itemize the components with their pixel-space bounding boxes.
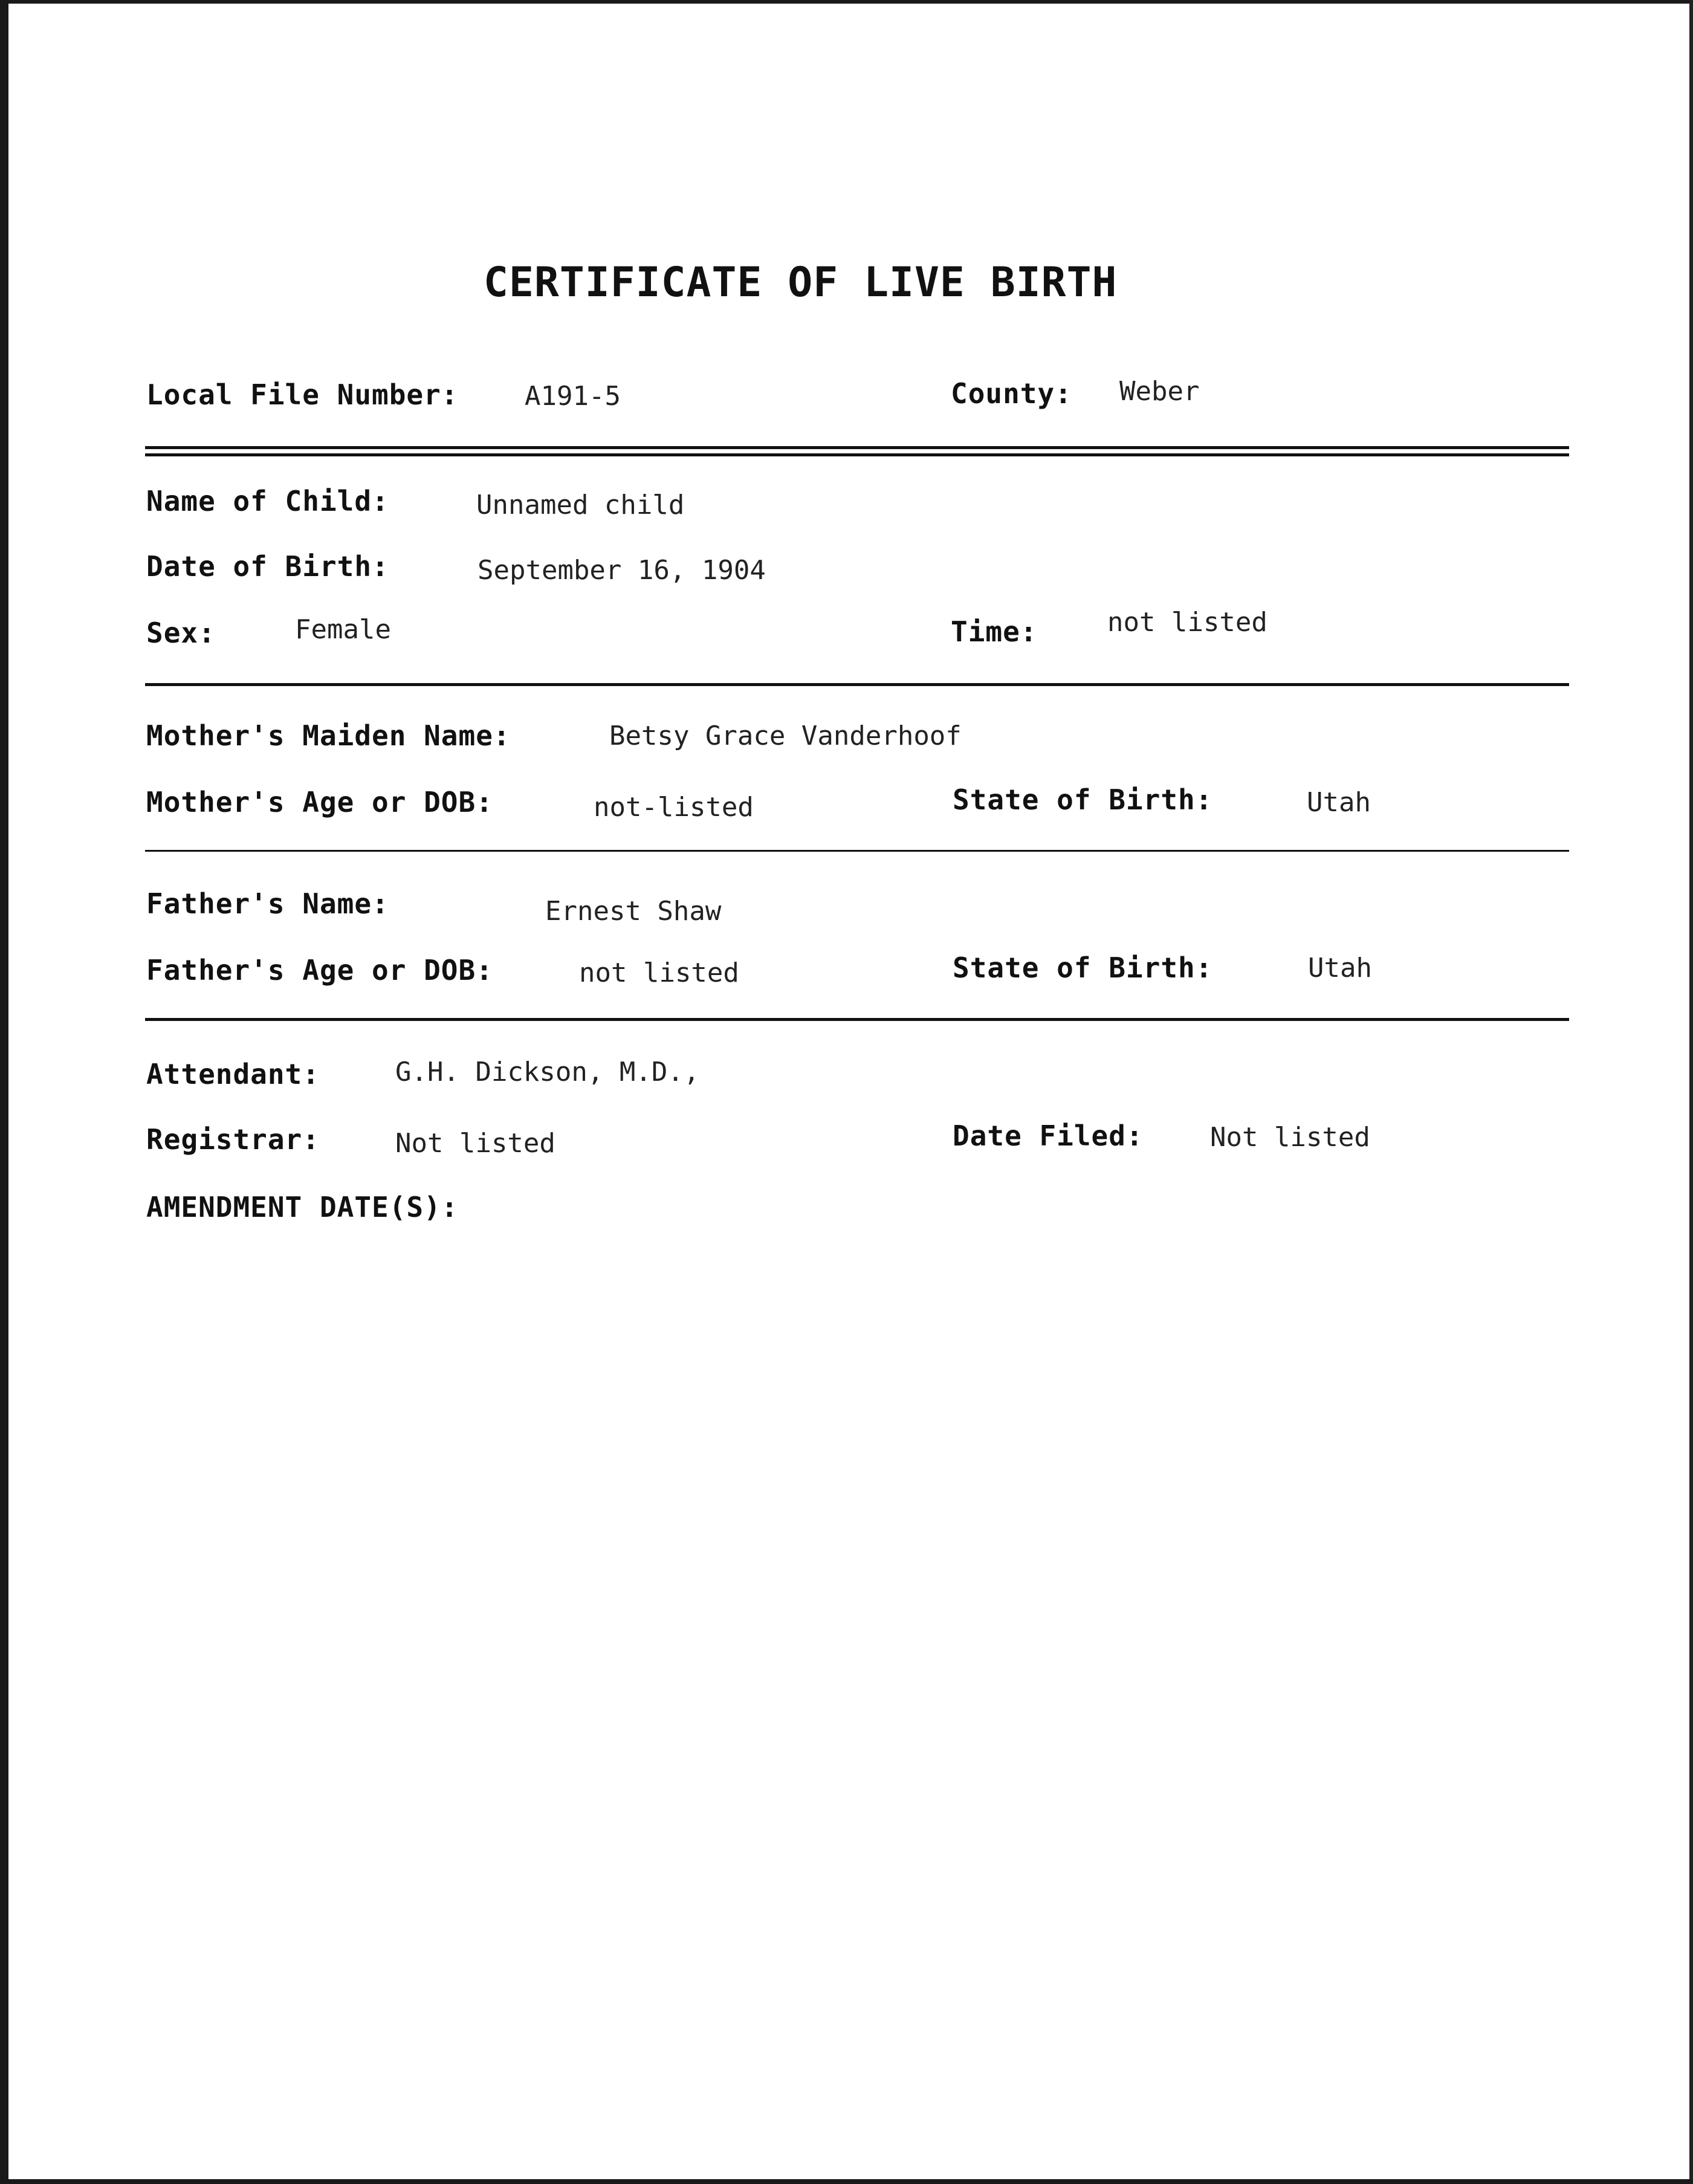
father-name-value: Ernest Shaw: [545, 896, 722, 927]
page-title: CERTIFICATE OF LIVE BIRTH: [484, 259, 1118, 306]
section-divider-3: [145, 1018, 1569, 1021]
date-filed-value: Not listed: [1210, 1122, 1370, 1153]
page-edge-left: [0, 0, 8, 2184]
father-age-label: Father's Age or DOB:: [146, 954, 493, 987]
local-file-number-label: Local File Number:: [146, 378, 459, 411]
registrar-label: Registrar:: [146, 1123, 320, 1156]
page-edge-bottom: [0, 2179, 1693, 2184]
section-divider-1: [145, 683, 1569, 686]
amendment-dates-label: AMENDMENT DATE(S):: [146, 1191, 459, 1223]
mother-maiden-name-value: Betsy Grace Vanderhoof: [609, 721, 962, 751]
father-age-value: not listed: [579, 958, 739, 988]
sex-label: Sex:: [146, 617, 216, 649]
county-label: County:: [951, 377, 1072, 410]
county-value: Weber: [1119, 376, 1200, 407]
father-name-label: Father's Name:: [146, 887, 389, 920]
mother-maiden-name-label: Mother's Maiden Name:: [146, 719, 511, 752]
child-name-value: Unnamed child: [476, 490, 685, 520]
time-value: not listed: [1107, 607, 1267, 638]
local-file-number-value: A191-5: [525, 381, 621, 412]
mother-state-value: Utah: [1307, 787, 1371, 818]
double-rule-bottom: [145, 453, 1569, 456]
double-rule-top: [145, 446, 1569, 449]
page-edge-right: [1689, 0, 1693, 2184]
mother-age-value: not-listed: [594, 792, 754, 823]
time-label: Time:: [951, 615, 1038, 648]
sex-value: Female: [295, 614, 391, 645]
attendant-label: Attendant:: [146, 1058, 320, 1090]
date-filed-label: Date Filed:: [953, 1120, 1144, 1152]
registrar-value: Not listed: [395, 1128, 555, 1159]
attendant-value: G.H. Dickson, M.D.,: [395, 1057, 700, 1087]
date-of-birth-label: Date of Birth:: [146, 550, 389, 583]
section-divider-2: [145, 850, 1569, 852]
page-edge-top: [0, 0, 1693, 4]
father-state-label: State of Birth:: [953, 951, 1213, 984]
child-name-label: Name of Child:: [146, 485, 389, 517]
mother-age-label: Mother's Age or DOB:: [146, 786, 493, 818]
date-of-birth-value: September 16, 1904: [477, 555, 766, 586]
mother-state-label: State of Birth:: [953, 783, 1213, 816]
father-state-value: Utah: [1308, 953, 1372, 983]
